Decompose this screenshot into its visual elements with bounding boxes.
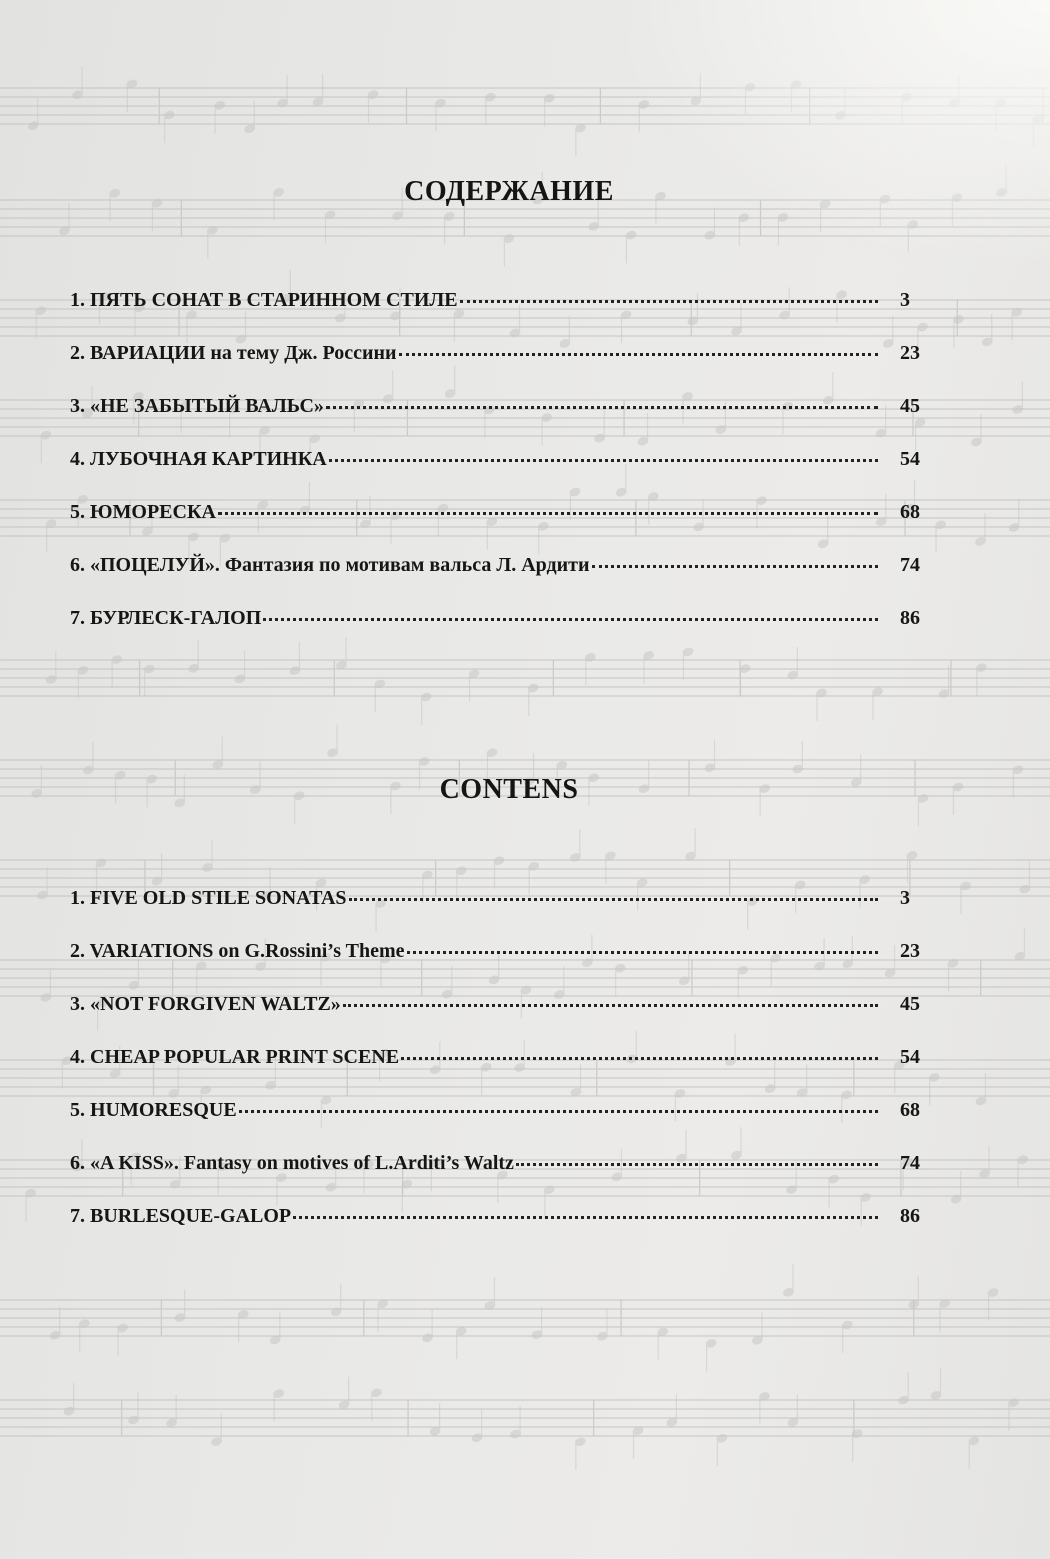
toc-entry-title: 1. FIVE OLD STILE SONATAS — [70, 887, 347, 909]
dot-leader — [343, 990, 878, 1010]
dot-leader — [293, 1202, 878, 1222]
toc-entry-title: 7. BURLESQUE-GALOP — [70, 1205, 292, 1227]
toc-entry-page: 86 — [900, 1205, 920, 1227]
toc-entry[interactable] — [70, 884, 940, 937]
toc-entry-page: 54 — [900, 1046, 920, 1068]
toc-entry[interactable] — [70, 604, 940, 657]
toc-entry-page: 74 — [900, 554, 920, 576]
russian-contents-heading: СОДЕРЖАНИЕ — [404, 176, 614, 207]
english-contents-heading: CONTENS — [439, 774, 579, 805]
dot-leader — [329, 445, 878, 465]
toc-entry[interactable] — [70, 1202, 940, 1255]
toc-entry-title: 5. HUMORESQUE — [70, 1099, 237, 1121]
toc-entry[interactable] — [70, 1149, 940, 1202]
toc-entry-page: 23 — [900, 940, 920, 962]
dot-leader — [592, 551, 878, 571]
toc-entry-title: 5. ЮМОРЕСКА — [70, 501, 216, 523]
toc-entry-page: 23 — [900, 342, 920, 364]
russian-contents-list — [70, 286, 940, 657]
toc-entry[interactable] — [70, 1043, 940, 1096]
toc-entry-title: 3. «НЕ ЗАБЫТЫЙ ВАЛЬС» — [70, 395, 324, 417]
dot-leader — [218, 498, 878, 518]
toc-entry-title: 7. БУРЛЕСК-ГАЛОП — [70, 607, 262, 629]
toc-entry[interactable] — [70, 392, 940, 445]
toc-entry-title: 3. «NOT FORGIVEN WALTZ» — [70, 993, 341, 1015]
dot-leader — [516, 1149, 878, 1169]
toc-entry-title: 2. ВАРИАЦИИ на тему Дж. Россини — [70, 342, 397, 364]
toc-entry-title: 6. «ПОЦЕЛУЙ». Фантазия по мотивам вальса Л. Ардити — [70, 554, 590, 576]
toc-entry-page: 68 — [900, 1099, 920, 1121]
toc-entry[interactable] — [70, 445, 940, 498]
toc-entry-page: 45 — [900, 993, 920, 1015]
dot-leader — [460, 286, 878, 306]
dot-leader — [401, 1043, 878, 1063]
dot-leader — [263, 604, 878, 624]
dot-leader — [326, 392, 878, 412]
toc-entry-page: 86 — [900, 607, 920, 629]
toc-entry-page: 3 — [900, 887, 910, 909]
toc-entry[interactable] — [70, 937, 940, 990]
dot-leader — [399, 339, 878, 359]
toc-entry-page: 74 — [900, 1152, 920, 1174]
toc-entry-title: 4. ЛУБОЧНАЯ КАРТИНКА — [70, 448, 327, 470]
toc-entry-page: 3 — [900, 289, 910, 311]
toc-entry-title: 2. VARIATIONS on G.Rossini’s Theme — [70, 940, 405, 962]
toc-entry-title: 4. CHEAP POPULAR PRINT SCENE — [70, 1046, 400, 1068]
toc-entry-page: 45 — [900, 395, 920, 417]
toc-entry[interactable] — [70, 498, 940, 551]
english-contents-list — [70, 884, 940, 1255]
dot-leader — [239, 1096, 878, 1116]
toc-entry-title: 6. «A KISS». Fantasy on motives of L.Arditi’s Waltz — [70, 1152, 514, 1174]
light-bleed — [630, 0, 1050, 260]
toc-entry-title: 1. ПЯТЬ СОНАТ В СТАРИННОМ СТИЛЕ — [70, 289, 458, 311]
toc-entry[interactable] — [70, 286, 940, 339]
dot-leader — [349, 884, 878, 904]
toc-entry-page: 54 — [900, 448, 920, 470]
toc-entry-page: 68 — [900, 501, 920, 523]
toc-entry[interactable] — [70, 551, 940, 604]
toc-entry[interactable] — [70, 990, 940, 1043]
dot-leader — [407, 937, 878, 957]
toc-entry[interactable] — [70, 339, 940, 392]
toc-entry[interactable] — [70, 1096, 940, 1149]
